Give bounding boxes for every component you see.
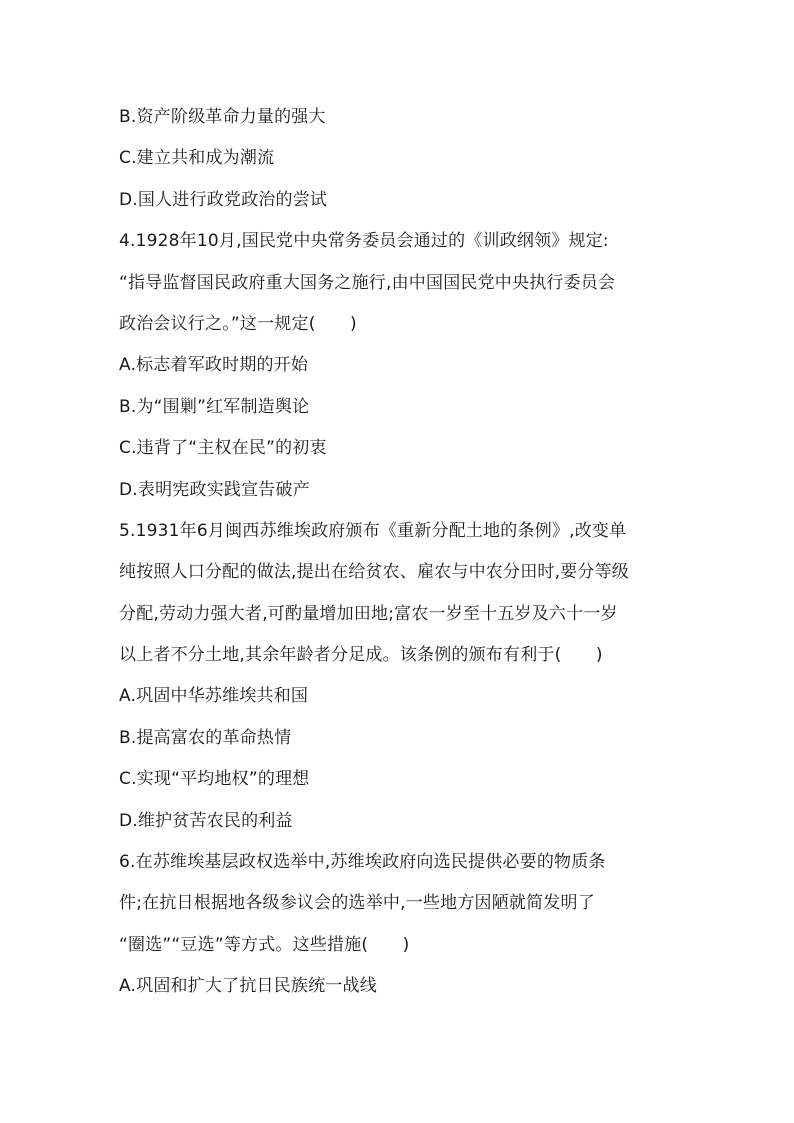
q5-stem-line-3: 分配,劳动力强大者,可酌量增加田地;富农一岁至十五岁及六十一岁 [119, 603, 618, 624]
q5-option-b: B.提高富农的革命热情 [119, 727, 292, 748]
q3-option-c: C.建立共和成为潮流 [119, 148, 275, 169]
q6-stem-line-3: “圈选”“豆选”等方式。这些措施( ) [119, 934, 410, 955]
q5-option-c: C.实现“平均地权”的理想 [119, 769, 310, 790]
q5-option-a: A.巩固中华苏维埃共和国 [119, 686, 309, 707]
q4-stem-line-2: “指导监督国民政府重大国务之施行,由中国国民党中央执行委员会 [119, 272, 616, 293]
q5-stem-line-2: 纯按照人口分配的做法,提出在给贫农、雇农与中农分田时,要分等级 [119, 562, 630, 583]
q6-stem-line-1: 6.在苏维埃基层政权选举中,苏维埃政府向选民提供必要的物质条 [119, 852, 606, 873]
q4-option-c: C.违背了“主权在民”的初衷 [119, 438, 327, 459]
q3-option-b: B.资产阶级革命力量的强大 [119, 107, 326, 127]
q4-option-d: D.表明宪政实践宣告破产 [119, 479, 310, 500]
q5-option-d: D.维护贫苦农民的利益 [119, 810, 293, 831]
q4-stem-line-1: 4.1928年10月,国民党中央常务委员会通过的《训政纲领》规定: [119, 231, 609, 252]
q6-option-a: A.巩固和扩大了抗日民族统一战线 [119, 976, 377, 997]
q3-option-d: D.国人进行政党政治的尝试 [119, 189, 328, 210]
document-page [119, 97, 689, 1008]
q4-option-a: A.标志着军政时期的开始 [119, 355, 309, 376]
q5-stem-line-1: 5.1931年6月闽西苏维埃政府颁布《重新分配土地的条例》,改变单 [119, 520, 627, 541]
q6-stem-line-2: 件;在抗日根据地各级参议会的选举中,一些地方因陋就简发明了 [119, 893, 595, 914]
q4-option-b: B.为“围剿”红军制造舆论 [119, 396, 310, 417]
q5-stem-line-4: 以上者不分土地,其余年龄者分足成。该条例的颁布有利于( ) [119, 645, 603, 666]
q4-stem-line-3: 政治会议行之。”这一规定( ) [119, 313, 357, 334]
